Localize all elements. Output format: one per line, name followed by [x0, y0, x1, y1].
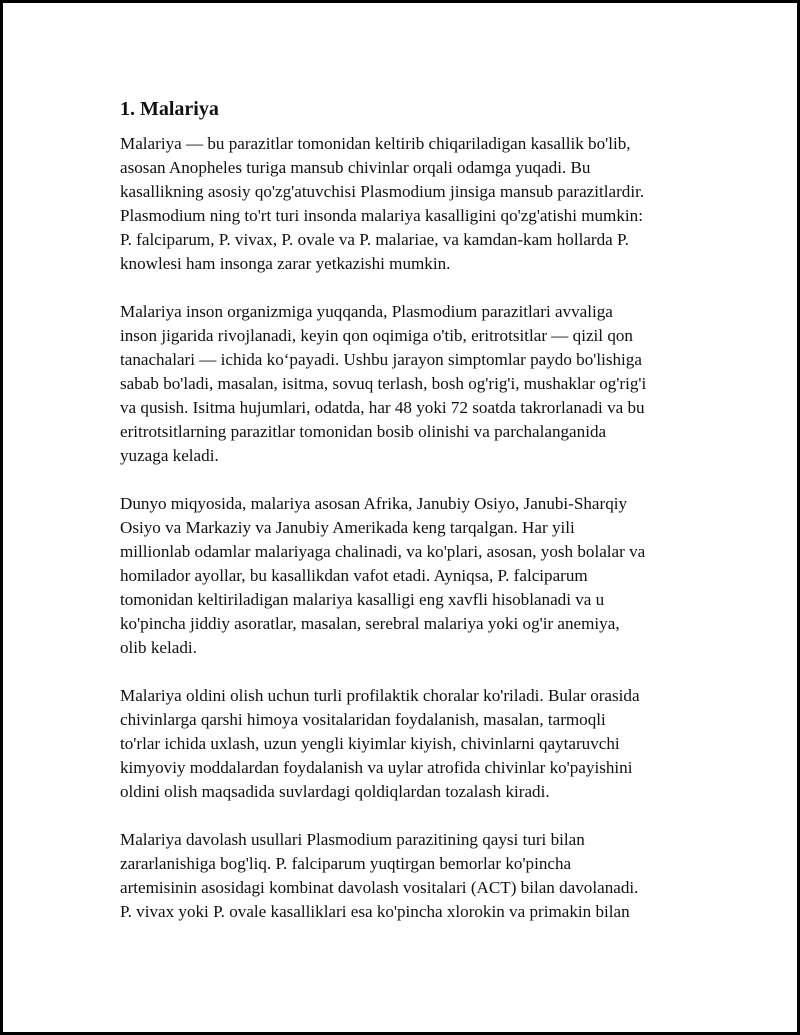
- paragraph-treatment: [120, 828, 700, 924]
- text-line: ko'pincha jiddiy asoratlar, masalan, serebral malariya yoki og'ir anemiya,: [120, 614, 620, 633]
- text-line: zararlanishiga bog'liq. P. falciparum yuqtirgan bemorlar ko'pincha: [120, 854, 572, 873]
- document-body: [120, 93, 700, 948]
- text-line: tomonidan keltiriladigan malariya kasalligi eng xavfli hisoblanadi va u: [120, 590, 605, 609]
- text-line: knowlesi ham insonga zarar yetkazishi mumkin.: [120, 254, 451, 273]
- text-line: to'rlar ichida uxlash, uzun yengli kiyimlar kiyish, chivinlarni qaytaruvchi: [120, 734, 620, 753]
- text-line: kasallikning asosiy qo'zg'atuvchisi Plasmodium jinsiga mansub parazitlardir.: [120, 182, 645, 201]
- section-title: 1. Malariya: [120, 98, 219, 120]
- text-line: Malariya davolash usullari Plasmodium parazitining qaysi turi bilan: [120, 830, 585, 849]
- paragraph-pathogenesis: [120, 300, 700, 468]
- text-line: yuzaga keladi.: [120, 446, 219, 465]
- text-line: P. vivax yoki P. ovale kasalliklari esa ko'pincha xlorokin va primakin bilan: [120, 902, 630, 921]
- text-line: asosan Anopheles turiga mansub chivinlar orqali odamga yuqadi. Bu: [120, 158, 591, 177]
- text-line: Malariya — bu parazitlar tomonidan keltirib chiqariladigan kasallik bo'lib,: [120, 134, 631, 153]
- text-line: Dunyo miqyosida, malariya asosan Afrika, Janubiy Osiyo, Janubi-Sharqiy: [120, 494, 628, 513]
- text-line: sabab bo'ladi, masalan, isitma, sovuq terlash, bosh og'rig'i, mushaklar og'rig'i: [120, 374, 647, 393]
- paragraph-epidemiology: [120, 492, 700, 660]
- text-line: eritrotsitlarning parazitlar tomonidan bosib olinishi va parchalanganida: [120, 422, 607, 441]
- text-line: kimyoviy moddalardan foydalanish va uylar atrofida chivinlar ko'payishini: [120, 758, 633, 777]
- text-line: olib keladi.: [120, 638, 197, 657]
- text-line: inson jigarida rivojlanadi, keyin qon oqimiga o'tib, eritrotsitlar — qizil qon: [120, 326, 633, 345]
- text-line: Malariya inson organizmiga yuqqanda, Plasmodium parazitlari avvaliga: [120, 302, 613, 321]
- text-line: millionlab odamlar malariyaga chalinadi, va ko'plari, asosan, yosh bolalar va: [120, 542, 646, 561]
- text-line: artemisinin asosidagi kombinat davolash vositalari (ACT) bilan davolanadi.: [120, 878, 639, 897]
- text-line: Malariya oldini olish uchun turli profilaktik choralar ko'riladi. Bular orasida: [120, 686, 640, 705]
- paragraph-prevention: [120, 684, 700, 804]
- text-line: Osiyo va Markaziy va Janubiy Amerikada keng tarqalgan. Har yili: [120, 518, 575, 537]
- text-line: P. falciparum, P. vivax, P. ovale va P. malariae, va kamdan-kam hollarda P.: [120, 230, 629, 249]
- paragraph-definition: [120, 132, 700, 276]
- text-line: tanachalari — ichida ko‘payadi. Ushbu jarayon simptomlar paydo bo'lishiga: [120, 350, 642, 369]
- text-line: oldini olish maqsadida suvlardagi qoldiqlardan tozalash kiradi.: [120, 782, 550, 801]
- text-line: chivinlarga qarshi himoya vositalaridan foydalanish, masalan, tarmoqli: [120, 710, 606, 729]
- text-line: va qusish. Isitma hujumlari, odatda, har 48 yoki 72 soatda takrorlanadi va bu: [120, 398, 645, 417]
- text-line: homilador ayollar, bu kasallikdan vafot etadi. Ayniqsa, P. falciparum: [120, 566, 588, 585]
- text-line: Plasmodium ning to'rt turi insonda malariya kasalligini qo'zg'atishi mumkin:: [120, 206, 643, 225]
